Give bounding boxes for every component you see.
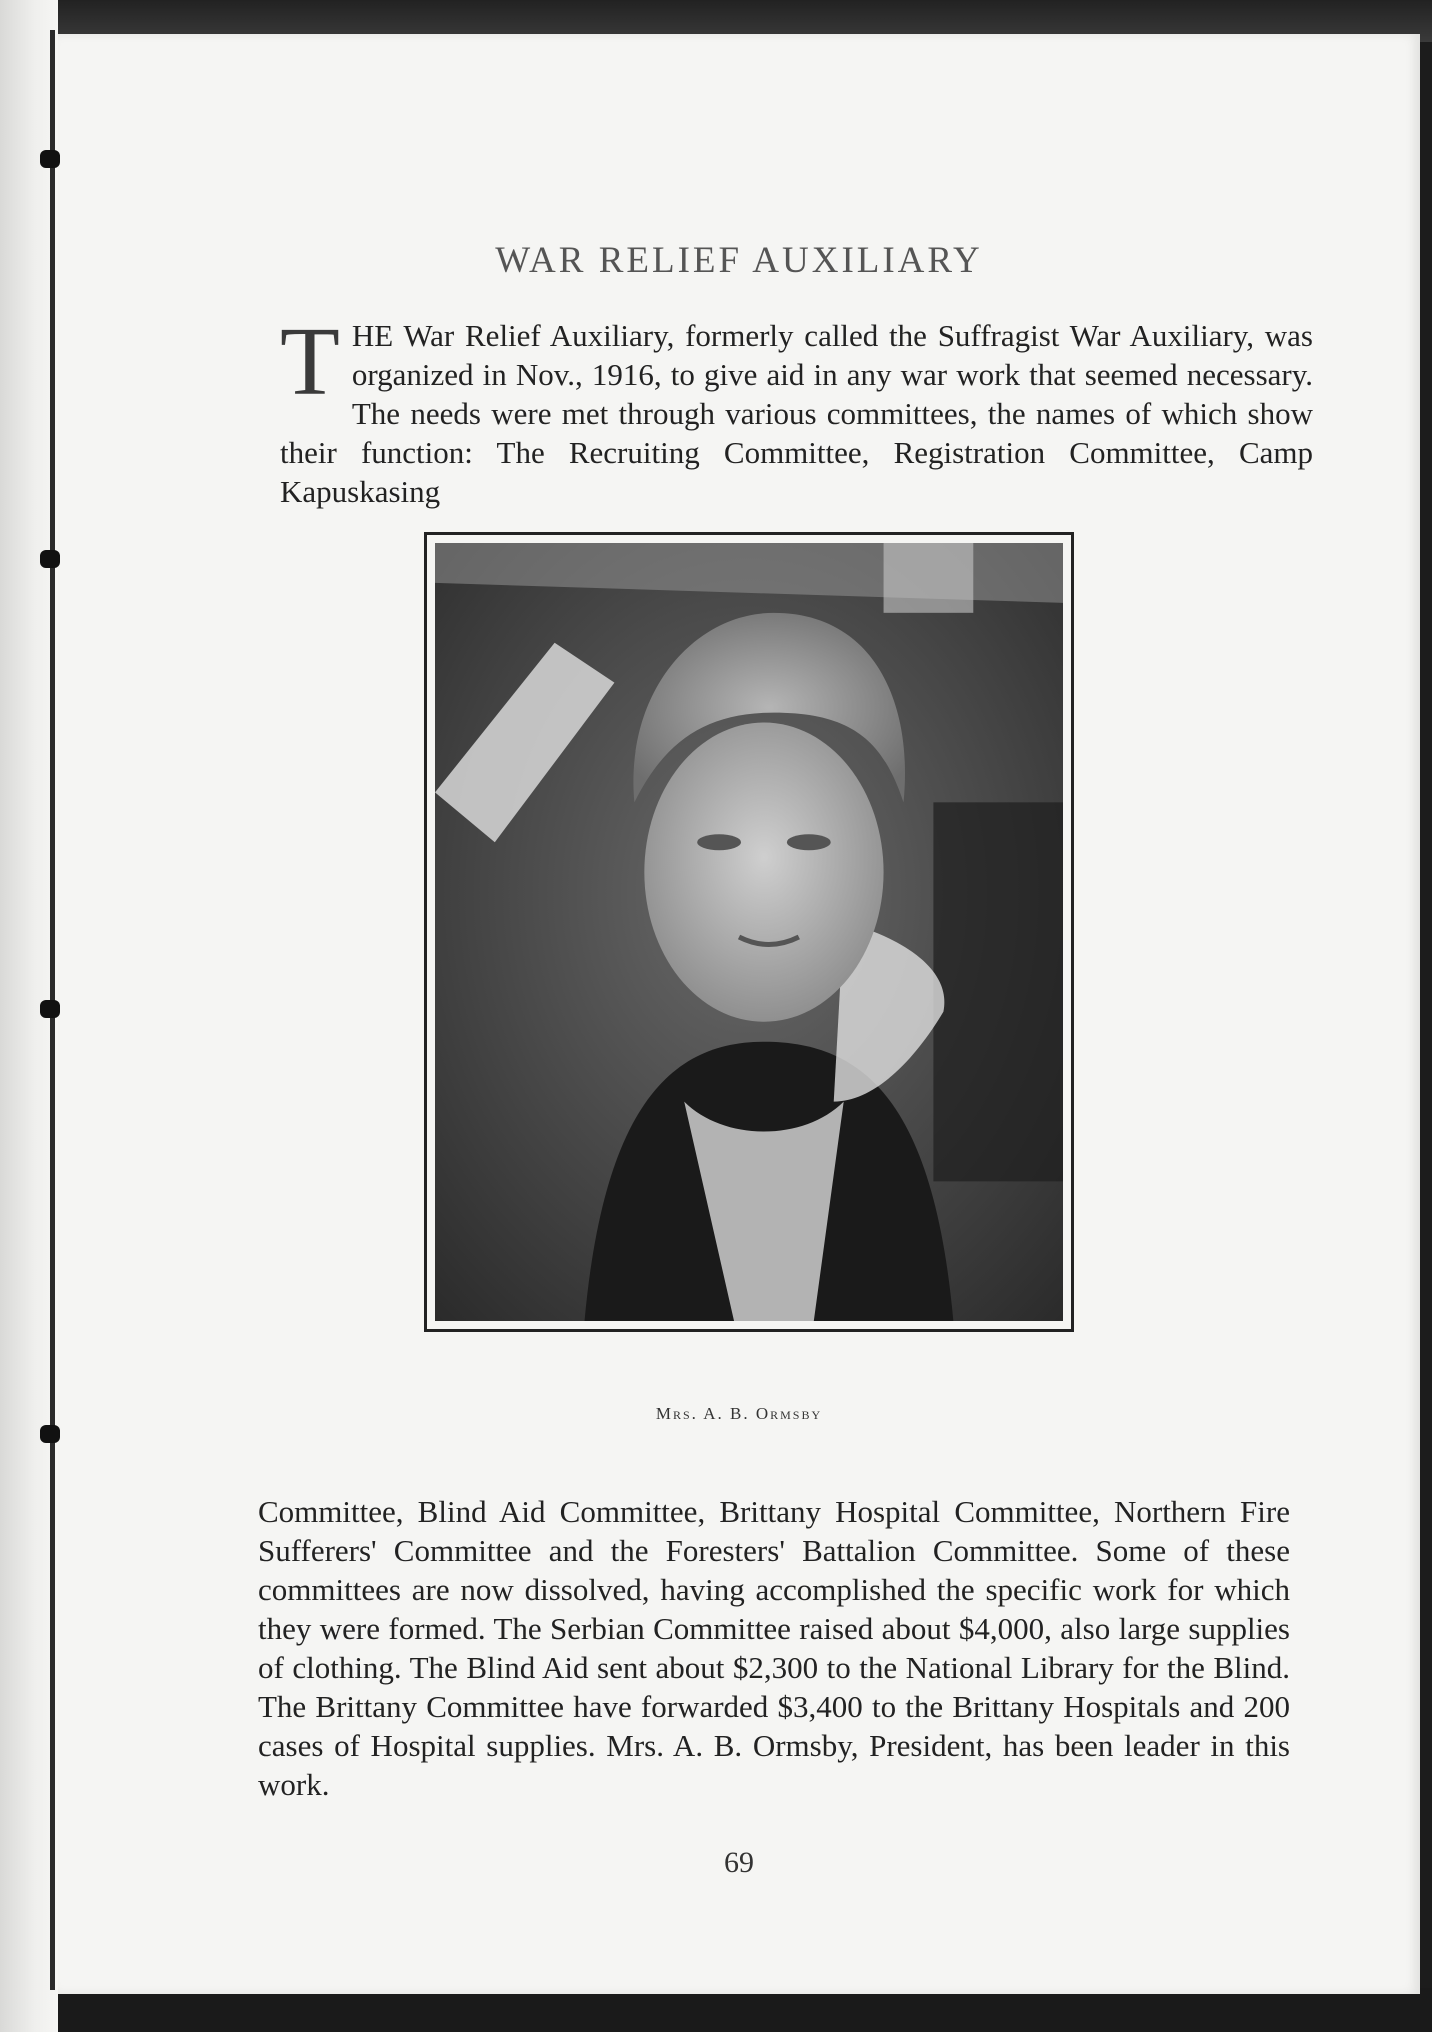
body-paragraph: Committee, Blind Aid Committee, Brittany Hospital Committee, Northern Fire Sufferers' Committee and the Foresters' Battalion Committee. Some of these committees are now dissolved, having accomplished the specific work for which they were formed. The Serbian Committee raised about $4,000, also large supplies of clothing. The Blind Aid sent about $2,300 to the National Library for the Blind. The Brittany Committee have forwarded $3,400 to the Brittany Hospitals and 200 cases of Hospital supplies. Mrs. A. B. Ormsby, President, has been leader in this work. (258, 1494, 1290, 1802)
drop-cap: T (280, 308, 340, 416)
scan-bottom-edge (0, 1988, 1432, 2032)
intro-text: HE War Relief Auxiliary, formerly called the Suffragist War Auxiliary, was organized in Nov., 1916, to give aid in any war work that seemed necessary. The needs were met through various committees, the names of which show their function: The Recruiting Committee, Registration Committee, Camp Kapuskasing (280, 318, 1313, 509)
binding-stitch (40, 1000, 60, 1018)
portrait-photo-icon (435, 543, 1063, 1321)
portrait-photo-frame (424, 532, 1074, 1332)
binding-stitch (40, 150, 60, 168)
photo-caption: Mrs. A. B. Ormsby (655, 1404, 823, 1423)
intro-paragraph (280, 308, 1313, 511)
book-page (58, 34, 1420, 1994)
page-title: WAR RELIEF AUXILIARY (495, 239, 983, 281)
binding-stitch (40, 550, 60, 568)
page-number: 69 (724, 1846, 754, 1879)
binding-stitch (40, 1425, 60, 1443)
